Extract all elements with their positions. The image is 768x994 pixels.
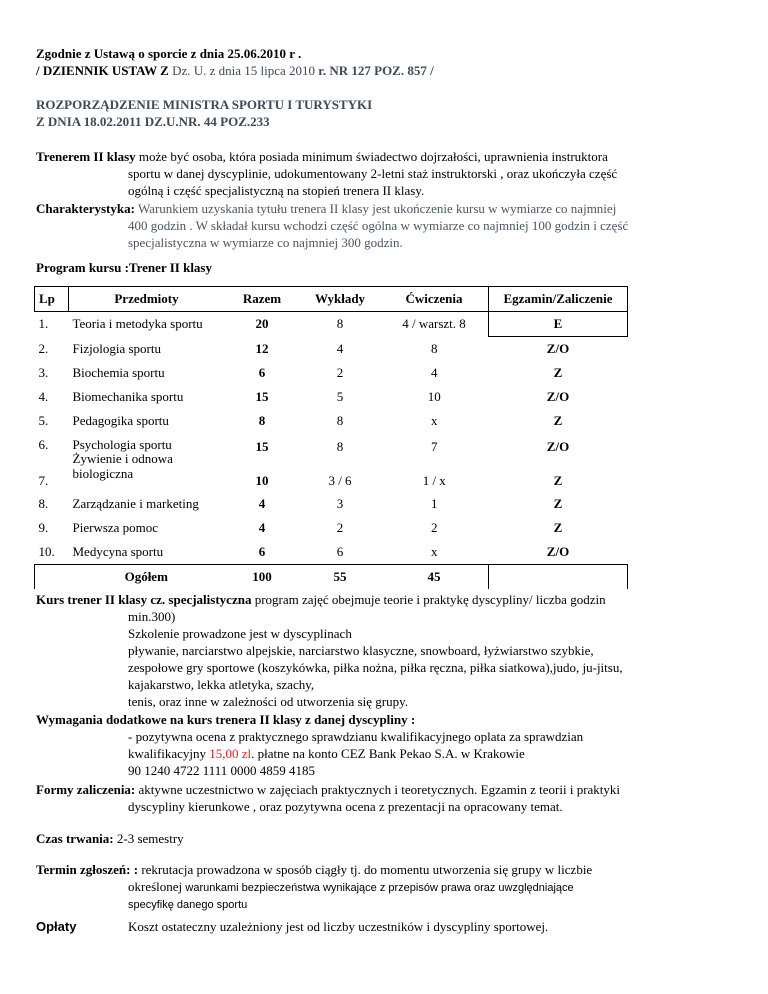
characteristics-text-3: specjalistyczna w wymiarze co najmniej 300 godzin. — [128, 235, 403, 250]
duration-label: Czas trwania: — [36, 831, 114, 846]
row-total: 8 — [258, 413, 266, 428]
row-lectures: 2 — [336, 520, 344, 535]
row-subject: Biochemia sportu — [72, 365, 165, 380]
table-row — [35, 312, 628, 337]
row-exam: Z/O — [546, 439, 570, 454]
specialist-text-3: Szkolenie prowadzone jest w dyscyplinach — [128, 626, 352, 641]
col-exam: Egzamin/Zaliczenie — [489, 287, 628, 312]
row-subject: Zarządzanie i marketing — [72, 496, 199, 511]
characteristics-text-2: 400 godzin . W składał kursu wchodzi część ogólna w wymiarze co najmniej 100 godzin i część — [128, 218, 629, 233]
forms-label: Formy zaliczenia: — [36, 782, 136, 797]
program-table — [34, 286, 628, 589]
forms-section — [36, 781, 736, 815]
row-exam: Z/O — [546, 341, 570, 356]
row-lp: 8. — [38, 496, 49, 511]
specialist-text-7: tenis, oraz inne w zależności od utworzenia się grupy. — [128, 694, 409, 709]
table-row — [35, 540, 628, 565]
row-exam: Z — [553, 365, 563, 380]
row-total: 4 — [258, 520, 266, 535]
requirements-label: Wymagania dodatkowe na kurs trenera II klasy z danej dyscypliny : — [36, 712, 416, 727]
journal-number: r. NR 127 POZ. 857 / — [315, 63, 434, 78]
fee-amount: 15,00 zl — [209, 746, 252, 761]
row-exercises: 1 — [431, 496, 438, 511]
program-title: Program kursu :Trener II klasy — [36, 260, 212, 275]
header-law-line: Zgodnie z Ustawą o sporcie z dnia 25.06.2010 r . — [36, 46, 302, 61]
table-row — [35, 385, 628, 409]
deadline-section — [36, 861, 736, 914]
row-lp: 5. — [38, 413, 49, 428]
row-total: 15 — [255, 439, 269, 454]
row-lectures: 6 — [336, 544, 344, 559]
row-lectures: 8 — [336, 413, 344, 428]
row-subject: Fizjologia sportu — [72, 340, 161, 356]
total-total: 100 — [224, 565, 300, 590]
row-exercises: 8 — [431, 340, 438, 356]
deadline-label: Termin zgłoszeń: : — [36, 862, 139, 877]
row-subject — [69, 451, 225, 492]
table-row — [35, 361, 628, 385]
duration-section — [36, 831, 184, 847]
fees-section — [36, 919, 548, 935]
col-total: Razem — [224, 287, 300, 312]
header-journal-line — [36, 63, 434, 79]
total-lectures: 55 — [300, 565, 380, 590]
row-exercises: x — [431, 544, 438, 559]
requirements-text-2b: . płatne na konto CEZ Bank Pekao S.A. w Krakowie — [251, 746, 525, 761]
row-subject: Pedagogika sportu — [72, 413, 169, 428]
row-lectures: 4 — [336, 340, 344, 356]
row-exercises: 4 / warszt. 8 — [402, 316, 466, 332]
row-lp: 3. — [38, 365, 49, 380]
row-lp: 10. — [38, 544, 55, 559]
table-row — [35, 492, 628, 516]
fees-value: Koszt ostateczny uzależniony jest od liczby uczestników i dyscypliny sportowej. — [128, 919, 549, 934]
duration-value: 2-3 semestry — [113, 831, 184, 846]
characteristics — [36, 200, 736, 251]
requirements-text-2a: kwalifikacyjny — [128, 746, 210, 761]
row-subject: Medycyna sportu — [72, 544, 164, 559]
deadline-text-2a: określonej — [128, 879, 186, 894]
regulation-date: Z DNIA 18.02.2011 DZ.U.NR. 44 POZ.233 — [36, 114, 270, 129]
forms-text-1: aktywne uczestnictwo w zajęciach praktycznych i teoretycznych. Egzamin z teorii i praktyki — [135, 782, 621, 797]
requirements-text-2 — [36, 745, 736, 762]
row-total: 20 — [255, 316, 269, 332]
specialist-section — [36, 591, 736, 710]
trainer-text-2: sportu w danej dyscyplinie, udokumentowany 2-letni staż instruktorski , oraz ukończyła część — [128, 166, 618, 181]
requirements-text-1: - pozytywna ocena z praktycznego sprawdzianu kwalifikacyjnego oplata za sprawdzian — [128, 729, 584, 744]
forms-text-2: dyscypliny kierunkowe , oraz pozytywna ocena z prezentacji na opracowany temat. — [128, 799, 563, 814]
row-lectures: 2 — [336, 365, 344, 380]
total-exercises: 45 — [380, 565, 489, 590]
table-header-row — [35, 287, 628, 312]
fees-label: Opłaty — [36, 919, 77, 934]
row-lectures: 5 — [336, 389, 344, 404]
specialist-text-5: zespołowe gry sportowe (koszykówka, piłka nożna, piłka ręczna, piłka siatkowa),judo, ju-jitsu, — [128, 660, 623, 675]
trainer-text-3: ogólną i część specjalistyczną na stopień trenera II klasy. — [128, 183, 425, 198]
deadline-text-2 — [36, 878, 736, 897]
total-exam-spacer — [489, 565, 628, 590]
total-spacer — [35, 565, 69, 590]
row-total: 6 — [258, 544, 266, 559]
deadline-text-1: rekrutacja prowadzona w sposób ciągły tj. do momentu utworzenia się grupy w liczbie — [138, 862, 593, 877]
deadline-text-3: specyfikę danego sportu — [128, 899, 248, 911]
col-exercises: Ćwiczenia — [380, 287, 489, 312]
col-lp: Lp — [35, 287, 69, 312]
row-exam: Z — [553, 496, 563, 511]
characteristics-text-1: Warunkiem uzyskania tytułu trenera II klasy jest ukończenie kursu w wymiarze co najmniej — [134, 201, 617, 216]
specialist-text-4: pływanie, narciarstwo alpejskie, narciarstwo klasyczne, snowboard, łyżwiarstwo szybkie, — [128, 643, 594, 658]
table-row — [35, 461, 628, 492]
row-subject-line-1: Żywienie i odnowa — [72, 451, 173, 466]
row-exercises: 2 — [431, 520, 438, 535]
row-exam: Z — [553, 413, 563, 428]
col-lectures: Wykłady — [300, 287, 380, 312]
row-lp: 9. — [38, 520, 49, 535]
row-subject: Teoria i metodyka sportu — [72, 316, 203, 332]
row-total: 6 — [258, 365, 266, 380]
requirements-section — [36, 711, 736, 779]
row-lectures: 3 / 6 — [328, 473, 352, 488]
row-exam: Z — [553, 520, 563, 535]
table-row — [35, 516, 628, 540]
row-exam: Z/O — [546, 544, 570, 559]
row-lp: 6. — [38, 437, 49, 452]
regulation-title: ROZPORZĄDZENIE MINISTRA SPORTU I TURYSTYKI — [36, 97, 373, 112]
row-subject: Biomechanika sportu — [72, 389, 184, 404]
specialist-text-2: min.300) — [128, 609, 176, 624]
trainer-label: Trenerem II klasy — [36, 149, 136, 164]
specialist-label: Kurs trener II klasy cz. specjalistyczna — [36, 592, 252, 607]
row-lp: 2. — [38, 340, 49, 356]
row-total: 4 — [258, 496, 266, 511]
specialist-text-1: program zajęć obejmuje teorie i praktykę dyscypliny/ liczba godzin — [251, 592, 606, 607]
row-lp: 4. — [38, 389, 49, 404]
row-exam: Z — [553, 473, 563, 488]
row-exercises: 7 — [431, 439, 438, 454]
row-subject-line-2: biologiczna — [72, 466, 134, 481]
specialist-text-6: kajakarstwo, lekka atletyka, szachy, — [128, 677, 315, 692]
row-lectures: 3 — [336, 496, 344, 511]
journal-prefix: / DZIENNIK USTAW Z — [36, 63, 173, 78]
bank-account-number: 90 1240 4722 1111 0000 4859 4185 — [128, 763, 316, 778]
row-exam: E — [489, 312, 628, 337]
trainer-text-1: może być osoba, która posiada minimum świadectwo dojrzałości, uprawnienia instruktora — [135, 149, 608, 164]
row-exam: Z/O — [546, 389, 570, 404]
deadline-text-2b: warunkami bezpieczeństwa wynikające z przepisów prawa oraz uwzględniające — [185, 882, 574, 894]
row-exercises: x — [431, 413, 438, 428]
table-row — [35, 337, 628, 362]
row-lectures: 8 — [336, 316, 344, 332]
row-total: 10 — [255, 473, 269, 488]
row-total: 15 — [255, 389, 269, 404]
table-row — [35, 409, 628, 433]
row-lp: 1. — [38, 316, 49, 332]
row-exercises: 4 — [431, 365, 438, 380]
row-exercises: 1 / x — [422, 473, 446, 488]
total-label: Ogółem — [69, 565, 225, 590]
row-subject: Psychologia sportu — [72, 437, 172, 452]
journal-date: Dz. U. z dnia 15 lipca 2010 — [172, 63, 316, 78]
trainer-definition — [36, 148, 736, 199]
row-lp: 7. — [38, 473, 49, 488]
row-exercises: 10 — [427, 389, 441, 404]
row-lectures: 8 — [336, 439, 344, 454]
col-subject: Przedmioty — [69, 287, 225, 312]
row-total: 12 — [255, 340, 269, 356]
table-total-row — [35, 565, 628, 590]
characteristics-label: Charakterystyka: — [36, 201, 135, 216]
row-subject: Pierwsza pomoc — [72, 520, 159, 535]
